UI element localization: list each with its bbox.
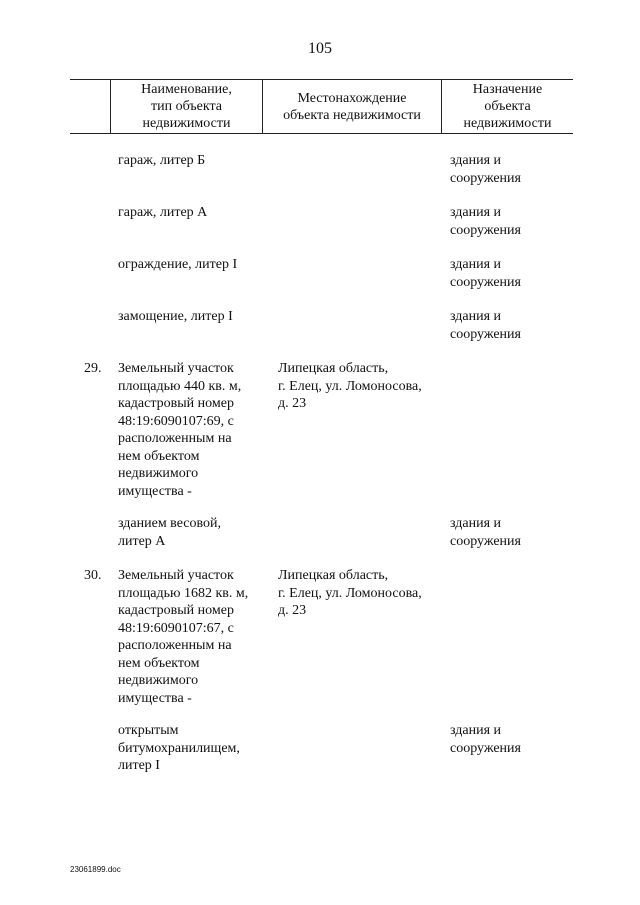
footer-filename: 23061899.doc (70, 865, 121, 874)
header-location: Местонахождение объекта недвижимости (283, 90, 421, 123)
row-name: гараж, литер Б (118, 153, 206, 168)
row-location: Липецкая область, г. Елец, ул. Ломоносова, д. 23 (278, 361, 422, 411)
row-purpose: здания и сооружения (450, 205, 521, 238)
row-name: зданием весовой, литер А (118, 516, 221, 549)
header-name: Наименование, тип объекта недвижимости (141, 82, 232, 131)
row-purpose: здания и сооружения (450, 257, 521, 290)
row-name: Земельный участок площадью 1682 кв. м, кадастровый номер 48:19:6090107:67, с расположенным на нем объектом недвижимого имущества - (118, 568, 249, 706)
row-purpose: здания и сооружения (450, 309, 521, 342)
page-number: 105 (308, 40, 332, 57)
row-number: 30. (84, 568, 102, 583)
row-purpose: здания и сооружения (450, 723, 521, 756)
header-purpose: Назначение объекта недвижимости (463, 82, 552, 131)
row-name: замощение, литер I (118, 309, 233, 324)
row-location: Липецкая область, г. Елец, ул. Ломоносова, д. 23 (278, 568, 422, 618)
row-purpose: здания и сооружения (450, 516, 521, 549)
header-bottom-rule (70, 133, 573, 134)
row-name: Земельный участок площадью 440 кв. м, кадастровый номер 48:19:6090107:69, с расположенным на нем объектом недвижимого имущества - (118, 361, 242, 499)
row-number: 29. (84, 361, 102, 376)
row-name: открытым битумохранилищем, литер I (118, 723, 240, 773)
row-name: ограждение, литер I (118, 257, 238, 272)
row-name: гараж, литер А (118, 205, 208, 220)
row-purpose: здания и сооружения (450, 153, 521, 186)
